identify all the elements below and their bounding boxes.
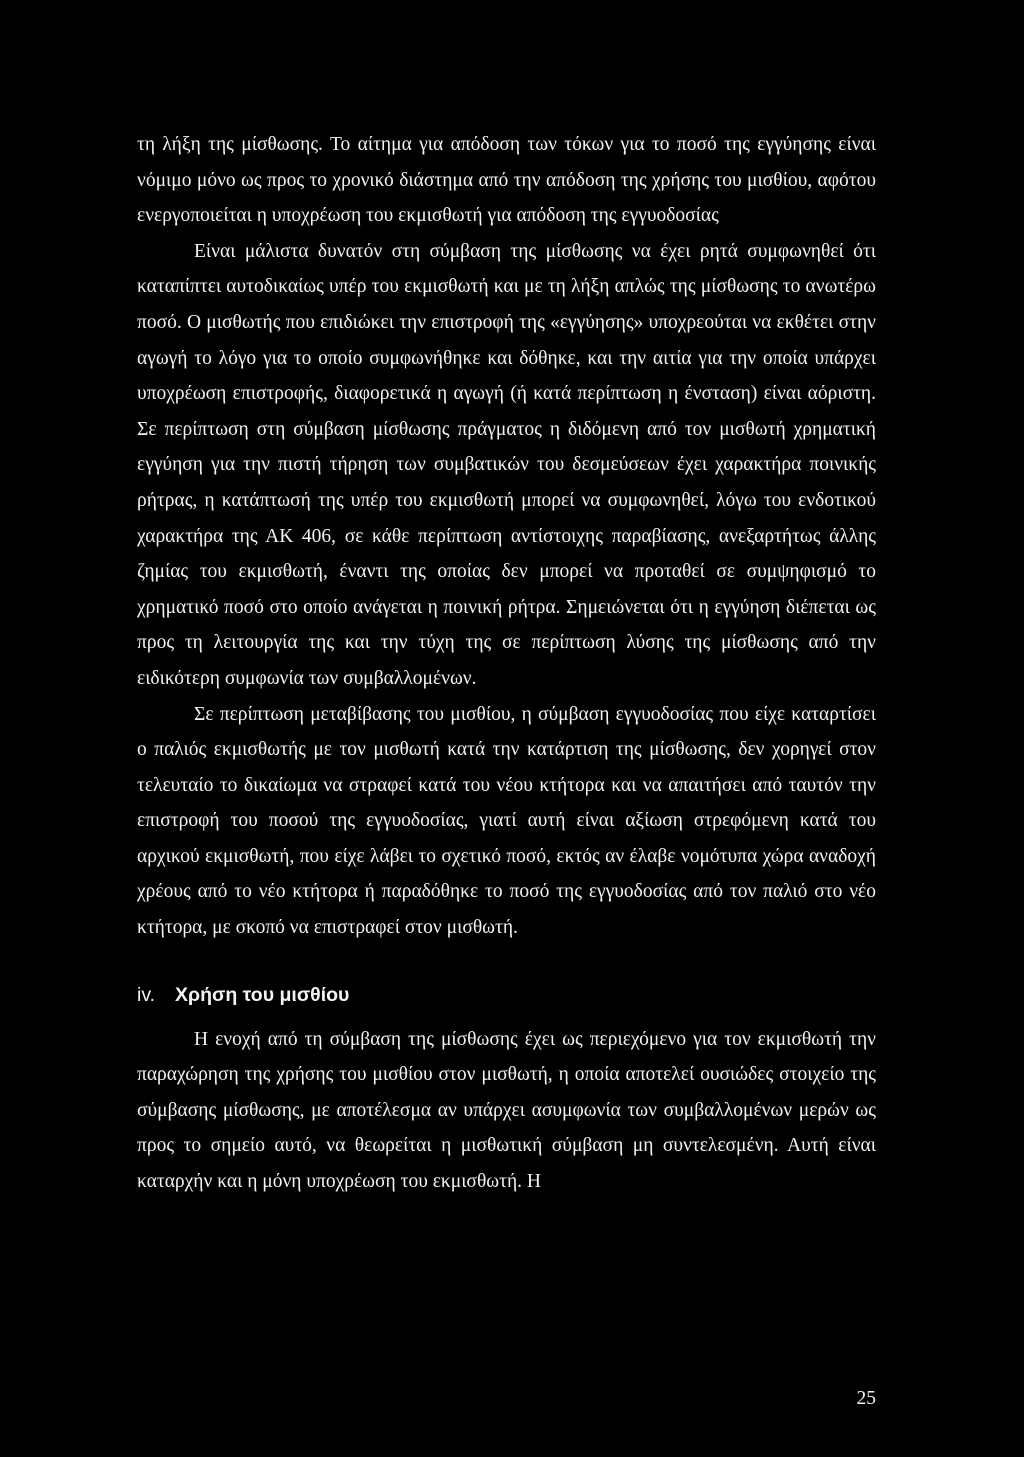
body-paragraph: τη λήξη της μίσθωσης. Το αίτημα για απόδοση των τόκων για το ποσό της εγγύησης είναι νόμιμο μόνο ως προς το χρονικό διάστημα από την απόδοση της χρήσης του μισθίου, αφότου ενεργοποιείται η υποχρέωση του εκμισθωτή για απόδοση της εγγυοδοσίας [137,134,876,227]
section-heading [137,976,876,1016]
section-number: iv. [137,984,156,1007]
document-page [137,127,876,1200]
section-title: Χρήση του μισθίου [175,984,350,1007]
body-paragraph: Είναι μάλιστα δυνατόν στη σύμβαση της μίσθωσης να έχει ρητά συμφωνηθεί ότι καταπίπτει αυτοδικαίως υπέρ του εκμισθωτή και με τη λήξη απλώς της μίσθωσης το ανωτέρω ποσό. Ο μισθωτής που επιδιώκει την επιστροφή της «εγγύησης» υποχρεούται να εκθέτει στην αγωγή το λόγο για το οποίο συμφωνήθηκε και δόθηκε, και την αιτία για την οποία υπάρχει υποχρέωση επιστροφής, διαφορετικά η αγωγή (ή κατά περίπτωση η ένσταση) είναι αόριστη. Σε περίπτωση στη σύμβαση μίσθωσης πράγματος η διδόμενη από τον μισθωτή χρηματική εγγύηση για την πιστή τήρηση των συμβατικών του δεσμεύσεων έχει χαρακτήρα ποινικής ρήτρας, η κατάπτωσή της υπέρ του εκμισθωτή μπορεί να συμφωνηθεί, λόγω του ενδοτικού χαρακτήρα της ΑΚ 406, σε κάθε περίπτωση αντίστοιχης παραβίασης, ανεξαρτήτως άλλης ζημίας του εκμισθωτή, έναντι της οποίας δεν μπορεί να προταθεί σε συμψηφισμό το χρηματικό ποσό στο οποίο ανάγεται η ποινική ρήτρα. Σημειώνεται ότι η εγγύηση διέπεται ως προς τη λειτουργία της και την τύχη της σε περίπτωση λύσης της μίσθωσης από την ειδικότερη συμφωνία των συμβαλλομένων. [137,240,876,689]
body-paragraph: Σε περίπτωση μεταβίβασης του μισθίου, η σύμβαση εγγυοδοσίας που είχε καταρτίσει ο παλιός εκμισθωτής με τον μισθωτή κατά την κατάρτιση της μίσθωσης, δεν χορηγεί στον τελευταίο το δικαίωμα να στραφεί κατά του νέου κτήτορα και να απαιτήσει από ταυτόν την επιστροφή του ποσού της εγγυοδοσίας, γιατί αυτή είναι αξίωση στρεφόμενη κατά του αρχικού εκμισθωτή, που είχε λάβει το σχετικό ποσό, εκτός αν έλαβε νομότυπα χώρα αναδοχή χρέους από το νέο κτήτορα ή παραδόθηκε το ποσό της εγγυοδοσίας από τον παλιό στο νέο κτήτορα, με σκοπό να επιστραφεί στον μισθωτή. [137,703,876,939]
body-paragraph: Η ενοχή από τη σύμβαση της μίσθωσης έχει ως περιεχόμενο για τον εκμισθωτή την παραχώρηση της χρήσης του μισθίου στον μισθωτή, η οποία αποτελεί ουσιώδες στοιχείο της σύμβασης μίσθωσης, με αποτέλεσμα αν υπάρχει ασυμφωνία των συμβαλλομένων μερών ως προς το σημείο αυτό, να θεωρείται η μισθωτική σύμβαση μη συντελεσμένη. Αυτή είναι καταρχήν και η μόνη υποχρέωση του εκμισθωτή. Η [137,1028,876,1193]
page-number: 25 [856,1388,876,1409]
